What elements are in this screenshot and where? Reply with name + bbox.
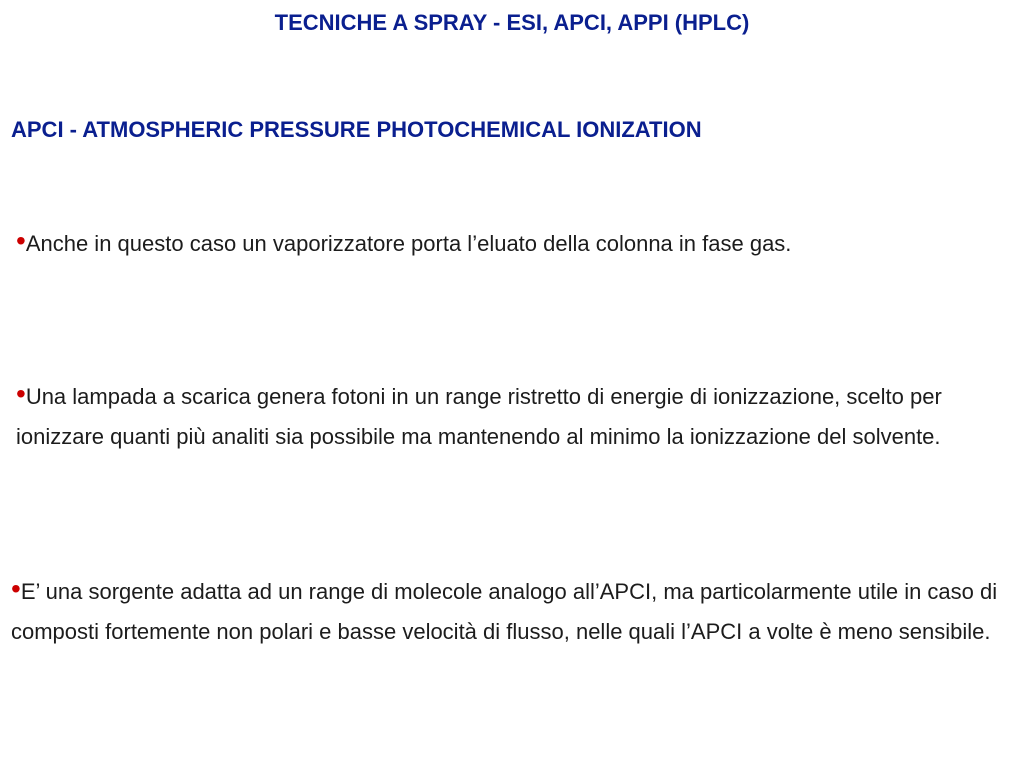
bullet-icon: • — [16, 225, 26, 256]
bullet-text-1: Anche in questo caso un vaporizzatore porta l’eluato della colonna in fase gas. — [25, 231, 792, 256]
section-heading: APCI - ATMOSPHERIC PRESSURE PHOTOCHEMICAL IONIZATION — [11, 117, 702, 142]
bullet-paragraph-1 — [16, 224, 996, 264]
bullet-paragraph-2 — [16, 377, 996, 457]
bullet-paragraph-3 — [11, 572, 1016, 652]
bullet-icon: • — [11, 573, 21, 604]
bullet-icon: • — [16, 378, 26, 409]
slide-title: TECNICHE A SPRAY - ESI, APCI, APPI (HPLC) — [274, 10, 750, 35]
bullet-text-3: E’ una sorgente adatta ad un range di molecole analogo all’APCI, ma particolarmente utile in caso di composti fortemente non polari e basse velocità di flusso, nelle quali l’APCI a volte è meno sensibile. — [11, 579, 998, 644]
bullet-text-2: Una lampada a scarica genera fotoni in un range ristretto di energie di ionizzazione, scelto per ionizzare quanti più analiti sia possibile ma mantenendo al minimo la ionizzazione del solvente. — [16, 384, 942, 449]
